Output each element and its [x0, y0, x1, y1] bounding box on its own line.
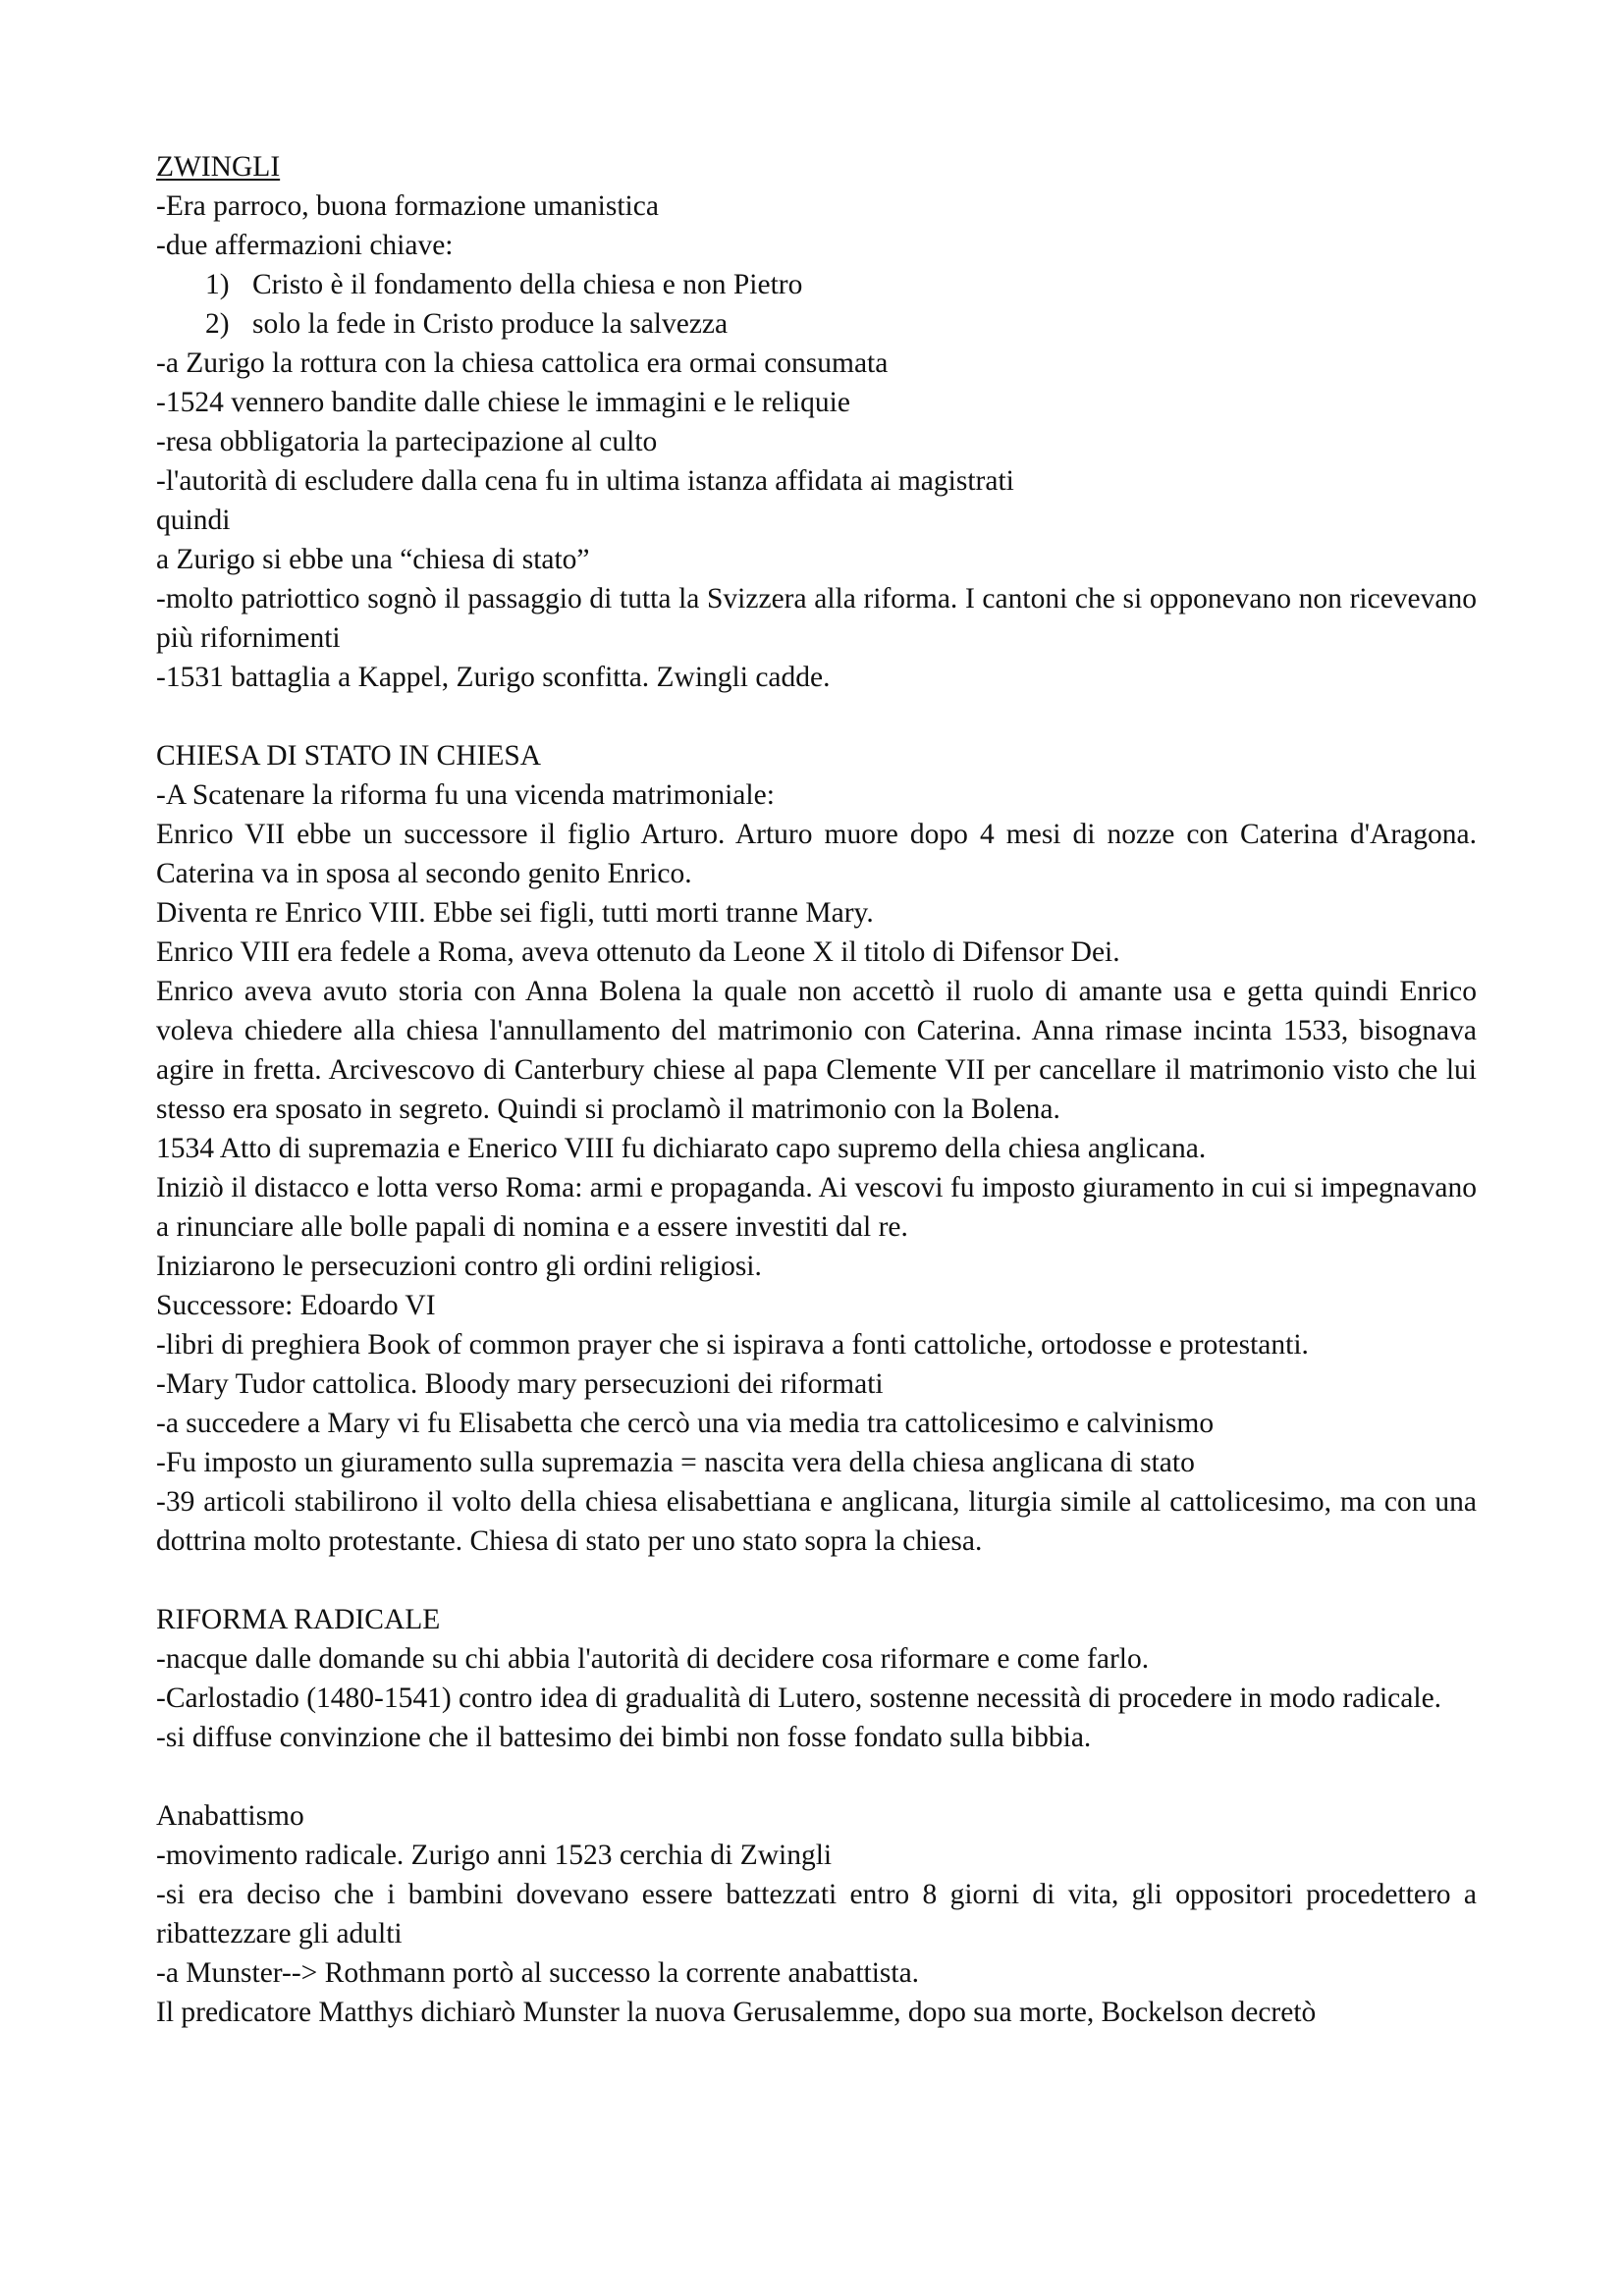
- text-line: -Fu imposto un giuramento sulla supremazia = nascita vera della chiesa anglicana di stato: [156, 1447, 1195, 1478]
- section-title-anabattismo: Anabattismo: [156, 1800, 304, 1832]
- section-gap: [156, 1561, 1477, 1600]
- text-line: -si diffuse convinzione che il battesimo dei bimbi non fosse fondato sulla bibbia.: [156, 1722, 1092, 1753]
- section-anabattismo: [156, 1796, 1477, 2032]
- numbered-item: [156, 265, 1477, 304]
- item-number: 1): [205, 269, 230, 300]
- text-line: quindi: [156, 505, 231, 536]
- text-line: Iniziarono le persecuzioni contro gli ordini religiosi.: [156, 1251, 762, 1282]
- text-paragraph: Enrico aveva avuto storia con Anna Bolena la quale non accettò il ruolo di amante usa e getta quindi Enrico voleva chiedere alla chiesa l'annullamento del matrimonio con Caterina. Anna rimase incinta 1533, bisognava agire in fretta. Arcivescovo di Canterbury chiese al papa Clemente VII per cancellare il matrimonio visto che lui stesso era sposato in segreto. Quindi si proclamò il matrimonio con la Bolena.: [156, 976, 1477, 1125]
- document-page: [156, 147, 1477, 2032]
- text-paragraph: -Carlostadio (1480-1541) contro idea di gradualità di Lutero, sostenne necessità di procedere in modo radicale.: [156, 1682, 1442, 1714]
- item-number: 2): [205, 308, 230, 340]
- section-gap: [156, 697, 1477, 736]
- section-riforma-radicale: [156, 1600, 1477, 1757]
- text-line: -Mary Tudor cattolica. Bloody mary persecuzioni dei riformati: [156, 1368, 884, 1400]
- text-line: -nacque dalle domande su chi abbia l'autorità di decidere cosa riformare e come farlo.: [156, 1643, 1150, 1675]
- text-line: -1531 battaglia a Kappel, Zurigo sconfitta. Zwingli cadde.: [156, 662, 831, 693]
- text-line: -a succedere a Mary vi fu Elisabetta che cercò una via media tra cattolicesimo e calvinismo: [156, 1408, 1215, 1439]
- section-title-chiesa-di-stato: CHIESA DI STATO IN CHIESA: [156, 740, 542, 772]
- text-paragraph: -si era deciso che i bambini dovevano essere battezzati entro 8 giorni di vita, gli oppositori procedettero a ribattezzare gli adulti: [156, 1879, 1477, 1949]
- section-title-riforma-radicale: RIFORMA RADICALE: [156, 1604, 441, 1635]
- item-text: solo la fede in Cristo produce la salvezza: [252, 308, 729, 340]
- section-title-zwingli: ZWINGLI: [156, 151, 281, 183]
- section-gap: [156, 1757, 1477, 1796]
- text-line: 1534 Atto di supremazia e Enerico VIII fu dichiarato capo supremo della chiesa anglicana.: [156, 1133, 1207, 1164]
- text-line: -1524 vennero bandite dalle chiese le immagini e le reliquie: [156, 387, 850, 418]
- item-text: Cristo è il fondamento della chiesa e non Pietro: [252, 269, 803, 300]
- text-paragraph: Iniziò il distacco e lotta verso Roma: armi e propaganda. Ai vescovi fu imposto giuramento in cui si impegnavano a rinunciare alle bolle papali di nomina e a essere investiti dal re.: [156, 1172, 1477, 1243]
- text-line: -Era parroco, buona formazione umanistica: [156, 190, 659, 222]
- section-chiesa-di-stato: [156, 736, 1477, 1561]
- section-zwingli: [156, 147, 1477, 697]
- text-paragraph: Enrico VII ebbe un successore il figlio Arturo. Arturo muore dopo 4 mesi di nozze con Caterina d'Aragona. Caterina va in sposa al secondo genito Enrico.: [156, 819, 1477, 889]
- text-line: -A Scatenare la riforma fu una vicenda matrimoniale:: [156, 779, 775, 811]
- text-line: Enrico VIII era fedele a Roma, aveva ottenuto da Leone X il titolo di Difensor Dei.: [156, 936, 1120, 968]
- numbered-item: [156, 304, 1477, 344]
- text-line: -resa obbligatoria la partecipazione al culto: [156, 426, 658, 457]
- text-line: Successore: Edoardo VI: [156, 1290, 436, 1321]
- text-paragraph: -molto patriottico sognò il passaggio di tutta la Svizzera alla riforma. I cantoni che si opponevano non ricevevano più rifornimenti: [156, 583, 1477, 654]
- text-line: a Zurigo si ebbe una “chiesa di stato”: [156, 544, 590, 575]
- text-line: -movimento radicale. Zurigo anni 1523 cerchia di Zwingli: [156, 1840, 833, 1871]
- text-paragraph: -39 articoli stabilirono il volto della chiesa elisabettiana e anglicana, liturgia simile al cattolicesimo, ma con una dottrina molto protestante. Chiesa di stato per uno stato sopra la chiesa.: [156, 1486, 1477, 1557]
- text-line: -libri di preghiera Book of common prayer che si ispirava a fonti cattoliche, ortodosse e protestanti.: [156, 1329, 1309, 1361]
- text-line: -l'autorità di escludere dalla cena fu in ultima istanza affidata ai magistrati: [156, 465, 1014, 497]
- text-line: Il predicatore Matthys dichiarò Munster la nuova Gerusalemme, dopo sua morte, Bockelson decretò: [156, 1997, 1317, 2028]
- text-line: Diventa re Enrico VIII. Ebbe sei figli, tutti morti tranne Mary.: [156, 897, 874, 929]
- text-line: -due affermazioni chiave:: [156, 230, 454, 261]
- text-line: -a Munster--> Rothmann portò al successo la corrente anabattista.: [156, 1957, 920, 1989]
- text-line: -a Zurigo la rottura con la chiesa cattolica era ormai consumata: [156, 347, 889, 379]
